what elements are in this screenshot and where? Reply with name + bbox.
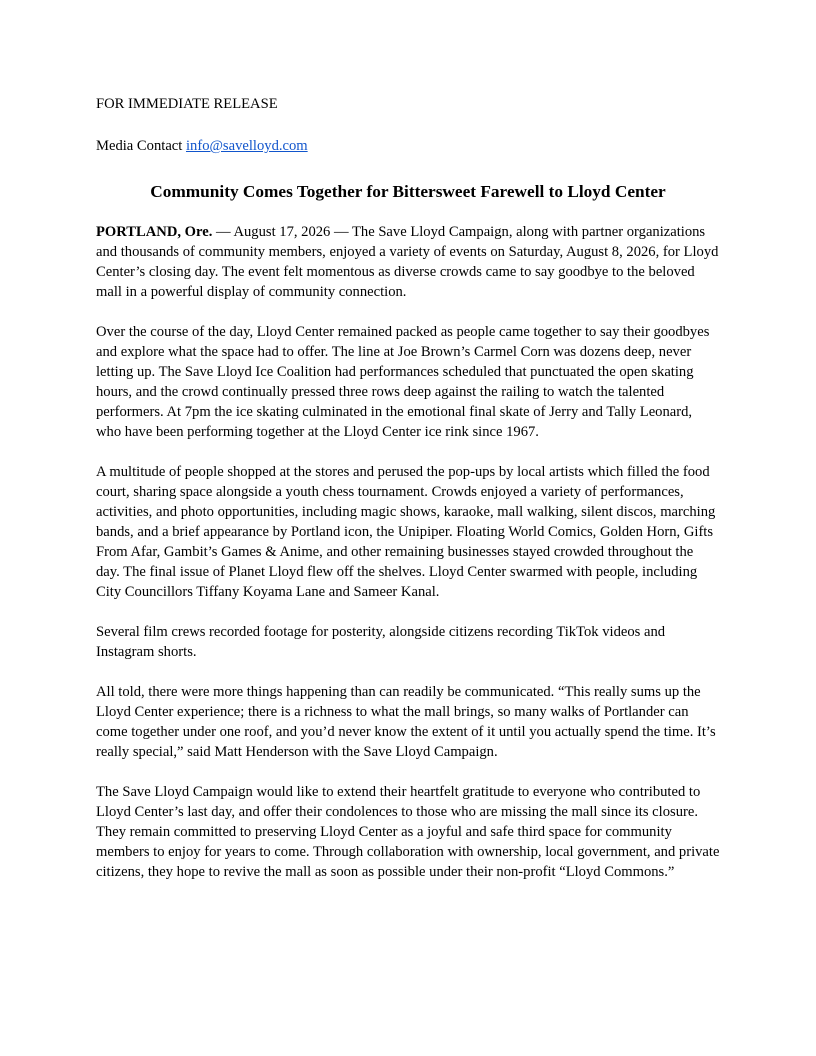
page-title: Community Comes Together for Bittersweet Farewell to Lloyd Center bbox=[150, 182, 666, 201]
paragraph-events: Over the course of the day, Lloyd Center remained packed as people came together to say their goodbyes and explore what the space had to offer. The line at Joe Brown’s Carmel Corn was dozens deep, never letting up. The Save Lloyd Ice Coalition had performances scheduled that punctuated the open skating hours, and the crowd continually pressed three rows deep against the railing to watch the talented performers. At 7pm the ice skating culminated in the emotional final skate of Jerry and Tally Leonard, who have been performing together at the Lloyd Center ice rink since 1967. bbox=[96, 324, 710, 440]
intro-paragraph bbox=[96, 222, 720, 302]
paragraph-quote: All told, there were more things happening than can readily be communicated. “This really sums up the Lloyd Center experience; there is a richness to what the mall brings, so many walks of Portlander can come together under one roof, and you’d never know the extent of it until you actually spend the time. It’s really special,” said Matt Henderson with the Save Lloyd Campaign. bbox=[96, 684, 716, 760]
media-contact-label: Media Contact bbox=[96, 138, 186, 154]
contact-email-link[interactable]: info@savelloyd.com bbox=[185, 138, 308, 154]
release-label: FOR IMMEDIATE RELEASE bbox=[96, 96, 278, 112]
intro-paragraph-text: — August 17, 2026 — The Save Lloyd Campaign, along with partner organizations and thousands of community members, enjoyed a variety of events on Saturday, August 8, 2026, for Lloyd Center’s closing day. The event felt momentous as diverse crowds came to say goodbye to the beloved mall in a powerful display of community connection. bbox=[96, 224, 719, 300]
media-contact bbox=[96, 136, 720, 156]
paragraph-shopping: A multitude of people shopped at the stores and perused the pop-ups by local artists which filled the food court, sharing space alongside a youth chess tournament. Crowds enjoyed a variety of performances, activities, and photo opportunities, including magic shows, karaoke, mall walking, silent discos, marching bands, and a brief appearance by Portland icon, the Unipiper. Floating World Comics, Golden Horn, Gifts From Afar, Gambit’s Games & Anime, and other remaining businesses stayed crowded throughout the day. The final issue of Planet Lloyd flew off the shelves. Lloyd Center swarmed with people, including City Councillors Tiffany Koyama Lane and Sameer Kanal. bbox=[96, 464, 716, 600]
paragraph-film-crews: Several film crews recorded footage for posterity, alongside citizens recording TikTok videos and Instagram shorts. bbox=[96, 624, 666, 660]
dateline: PORTLAND, Ore. bbox=[96, 224, 213, 240]
press-release-document bbox=[96, 94, 720, 902]
paragraph-gratitude: The Save Lloyd Campaign would like to extend their heartfelt gratitude to everyone who contributed to Lloyd Center’s last day, and offer their condolences to those who are missing the mall since its closure. They remain committed to preserving Lloyd Center as a joyful and safe third space for community members to enjoy for years to come. Through collaboration with ownership, local government, and private citizens, they hope to revive the mall as soon as possible under their non-profit “Lloyd Commons.” bbox=[96, 784, 720, 880]
